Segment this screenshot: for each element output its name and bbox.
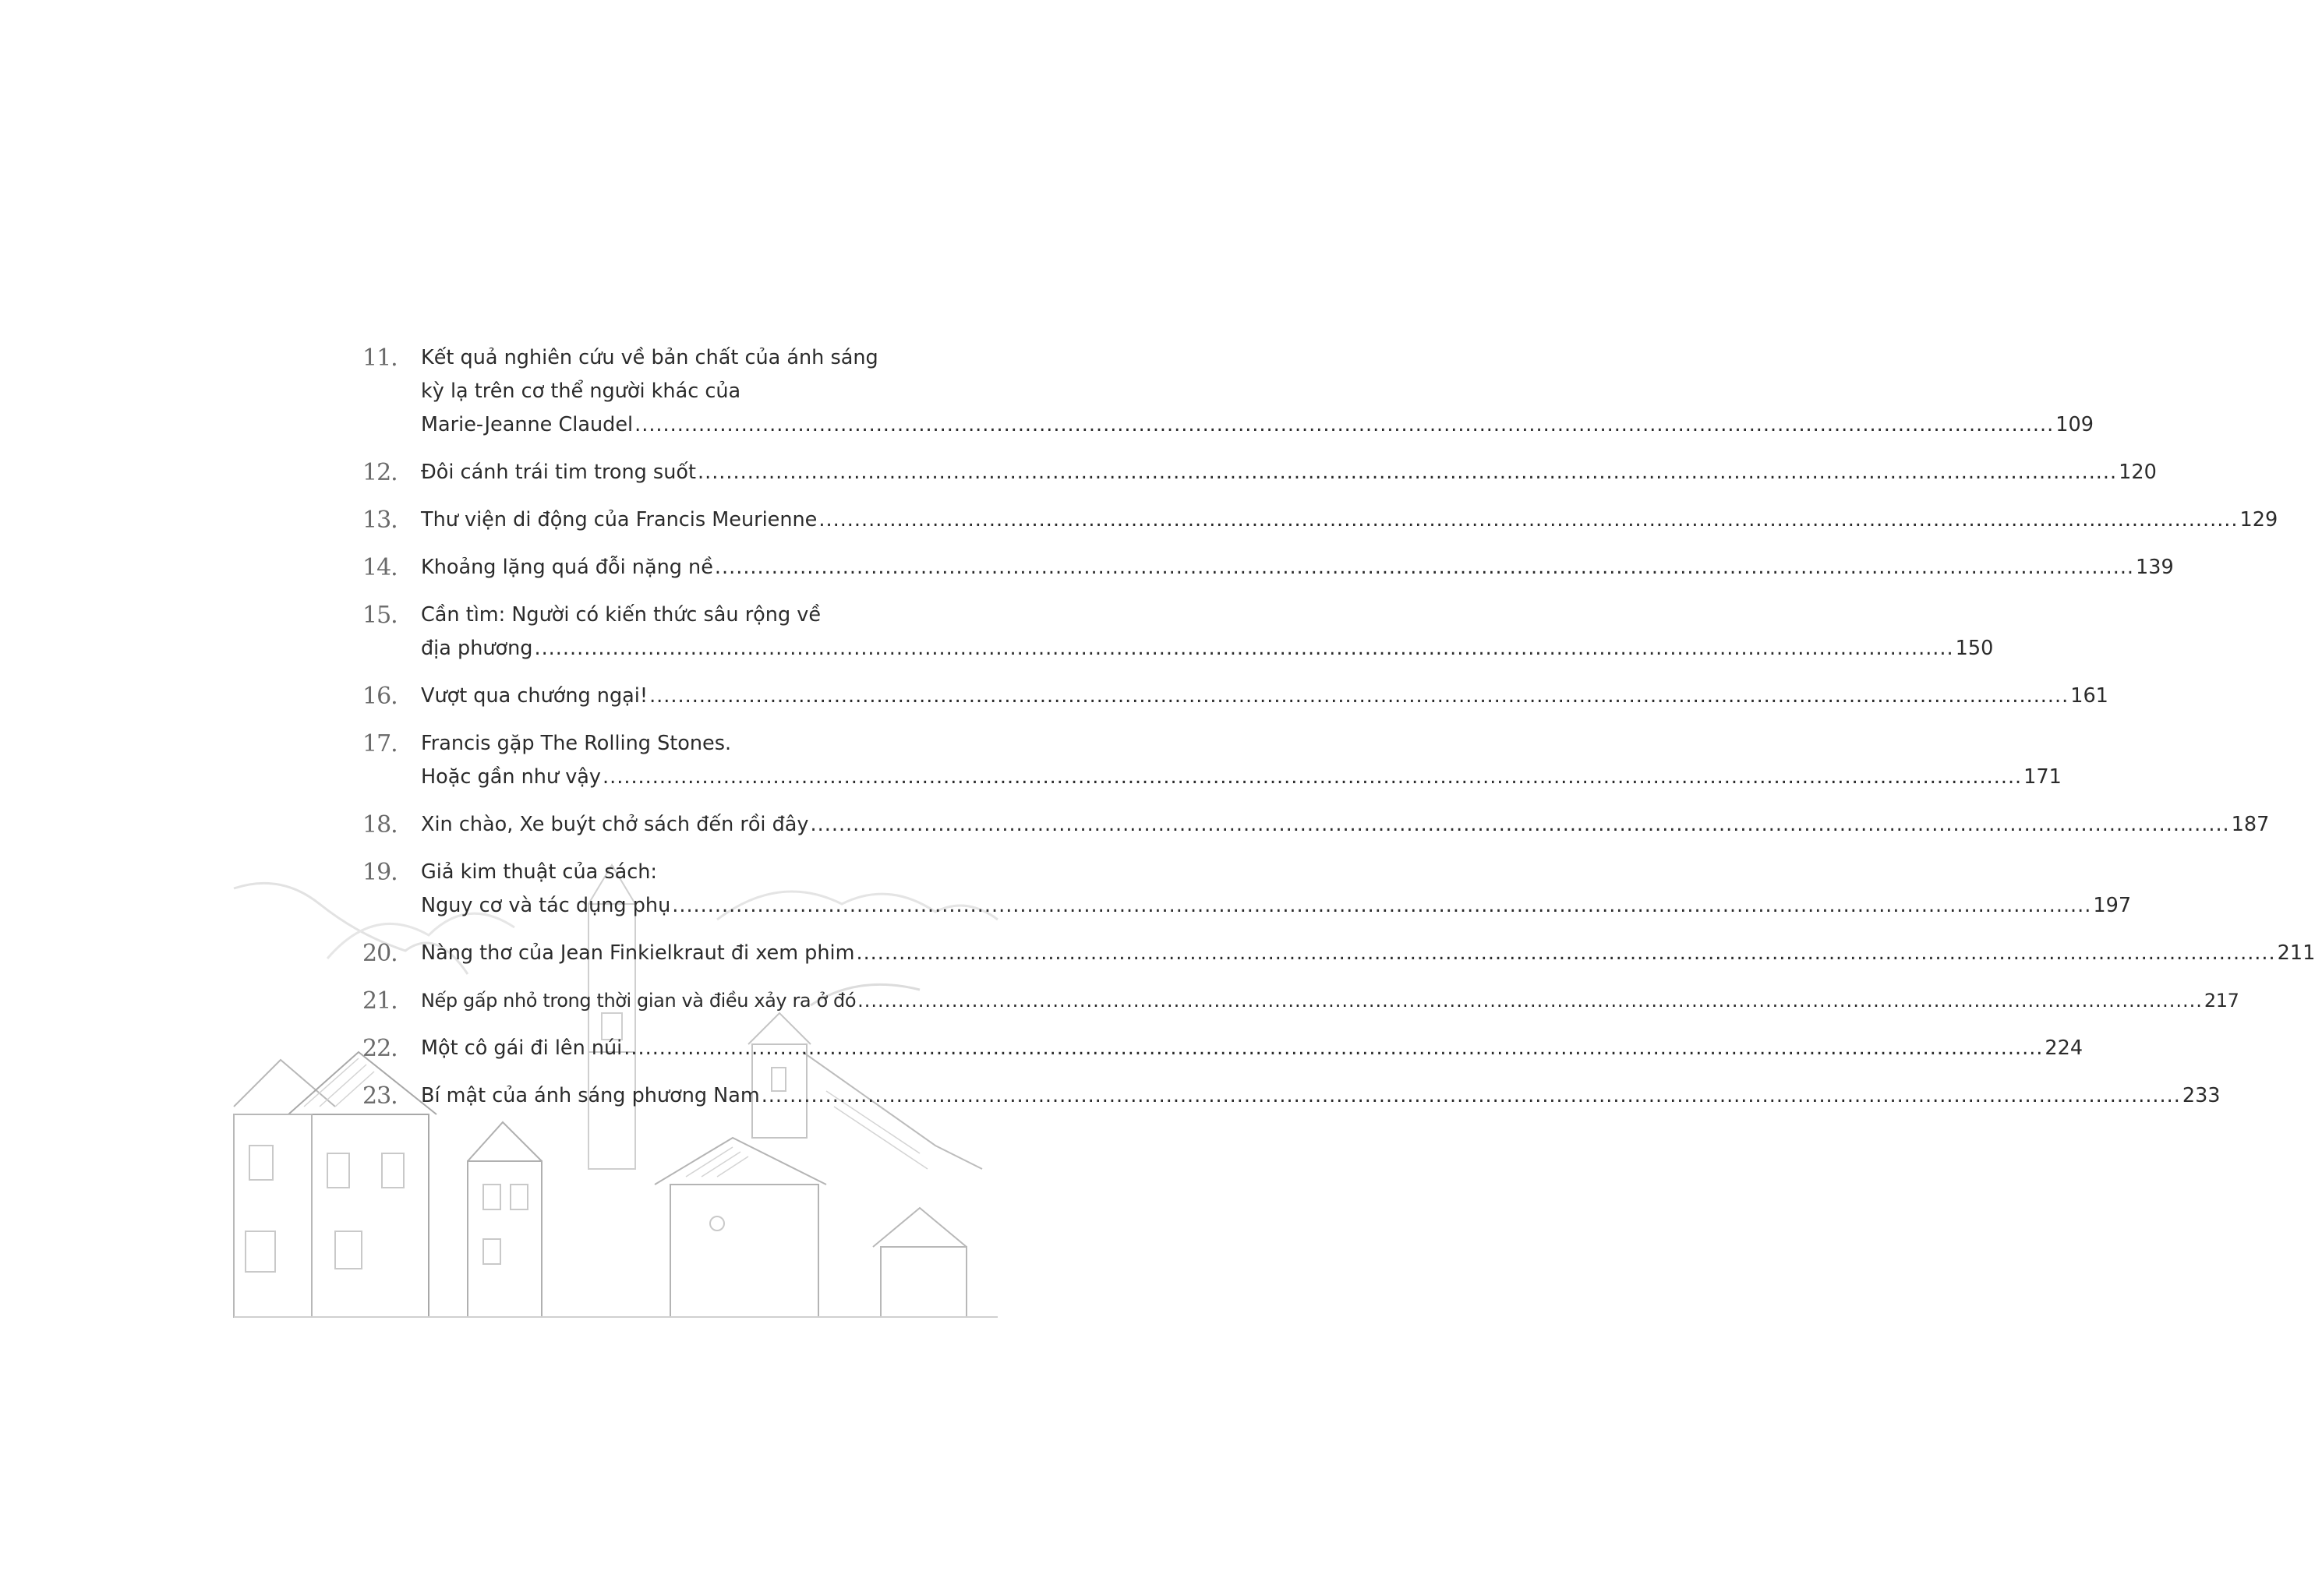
page-number: 139 [2136, 556, 2174, 579]
chapter-title-final-line [421, 1079, 2221, 1113]
chapter-title-final-line [421, 1032, 2083, 1065]
chapter-title-line: Kết quả nghiên cứu về bản chất của ánh sáng [421, 346, 878, 369]
toc-entry [362, 856, 2132, 923]
chapter-title-final-line [421, 503, 2278, 537]
toc-entry [362, 937, 2315, 970]
table-of-contents [362, 341, 2315, 1127]
toc-entry [362, 503, 2278, 537]
dot-leader: ........................................................................................................................................................................................................ [534, 637, 1954, 660]
toc-entry [362, 808, 2270, 842]
chapter-title-final-line [421, 632, 1993, 666]
toc-entry [362, 456, 2157, 489]
chapter-title [421, 727, 2062, 794]
chapter-title-final-line [421, 761, 2062, 794]
toc-entry [362, 1079, 2221, 1113]
chapter-title-text: Vượt qua chướng ngại! [421, 684, 649, 708]
chapter-title-final-line [421, 889, 2131, 923]
chapter-title [421, 680, 2108, 713]
chapter-number: 12. [362, 459, 398, 486]
chapter-number: 11. [362, 344, 398, 372]
page-number: 129 [2239, 508, 2278, 531]
chapter-title [421, 456, 2157, 489]
chapter-number: 23. [362, 1082, 398, 1110]
page-number: 171 [2023, 765, 2062, 789]
chapter-title [421, 808, 2269, 842]
chapter-title-text: Thư viện di động của Francis Meurienne [421, 508, 818, 531]
chapter-number: 20. [362, 940, 398, 967]
chapter-number: 19. [362, 859, 398, 886]
chapter-title-line: Francis gặp The Rolling Stones. [421, 732, 732, 755]
page-number: 224 [2045, 1036, 2084, 1060]
dot-leader: ........................................................................................................................................................................................................ [649, 684, 2069, 708]
page-number: 211 [2277, 941, 2315, 965]
chapter-title [421, 1079, 2221, 1113]
chapter-title [421, 856, 2131, 923]
chapter-title-text: địa phương [421, 637, 533, 660]
chapter-title-line: kỳ lạ trên cơ thể người khác của [421, 380, 741, 403]
dot-leader: ........................................................................................................................................................................................................ [672, 894, 2092, 917]
chapter-title-text: Nàng thơ của Jean Finkielkraut đi xem phim [421, 941, 855, 965]
dot-leader: ........................................................................................................................................................................................................ [761, 1084, 2181, 1107]
chapter-title [421, 341, 2094, 442]
chapter-title-final-line [421, 551, 2174, 584]
chapter-title-line: Cần tìm: Người có kiến thức sâu rộng về [421, 603, 822, 627]
chapter-title-final-line [421, 808, 2269, 842]
chapter-number: 15. [362, 602, 398, 629]
page-number: 217 [2204, 990, 2239, 1012]
dot-leader: ........................................................................................................................................................................................................ [810, 813, 2230, 836]
chapter-title-final-line [421, 408, 2094, 442]
chapter-title [421, 984, 2239, 1018]
dot-leader: ........................................................................................................................................................................................................ [697, 461, 2118, 484]
chapter-number: 17. [362, 730, 398, 757]
chapter-title-final-line [421, 680, 2108, 713]
page-number: 120 [2119, 461, 2157, 484]
chapter-title [421, 937, 2315, 970]
dot-leader: ........................................................................................................................................................................................................ [856, 941, 2276, 965]
toc-entry [362, 551, 2174, 584]
page-number: 187 [2231, 813, 2270, 836]
dot-leader: ........................................................................................................................................................................................................ [818, 508, 2239, 531]
chapter-title [421, 1032, 2083, 1065]
page-number: 161 [2070, 684, 2108, 708]
chapter-title [421, 598, 1993, 666]
chapter-number: 21. [362, 987, 398, 1015]
chapter-title-text: Nếp gấp nhỏ trong thời gian và điều xảy ra ở đó [421, 990, 857, 1012]
chapter-title-text: Nguy cơ và tác dụng phụ [421, 894, 671, 917]
chapter-title-final-line [421, 456, 2157, 489]
dot-leader: ........................................................................................................................................................................................................ [634, 413, 2055, 436]
chapter-title-line: Giả kim thuật của sách: [421, 860, 658, 884]
toc-entry [362, 598, 1994, 666]
chapter-title [421, 503, 2278, 537]
chapter-number: 13. [362, 507, 398, 534]
dot-leader: ........................................................................................................................................................................................................ [857, 990, 2203, 1012]
chapter-title-text: Xin chào, Xe buýt chở sách đến rồi đây [421, 813, 809, 836]
page-number: 233 [2182, 1084, 2221, 1107]
chapter-title [421, 551, 2174, 584]
chapter-title-text: Đôi cánh trái tim trong suốt [421, 461, 696, 484]
toc-entry [362, 984, 2239, 1018]
chapter-number: 18. [362, 811, 398, 839]
page-number: 109 [2055, 413, 2094, 436]
chapter-title-text: Hoặc gần như vậy [421, 765, 602, 789]
dot-leader: ........................................................................................................................................................................................................ [714, 556, 2135, 579]
chapter-number: 14. [362, 554, 398, 581]
page-number: 197 [2093, 894, 2132, 917]
chapter-title-text: Khoảng lặng quá đỗi nặng nề [421, 556, 713, 579]
dot-leader: ........................................................................................................................................................................................................ [603, 765, 2023, 789]
toc-entry [362, 341, 2094, 442]
chapter-number: 22. [362, 1035, 398, 1062]
chapter-number: 16. [362, 683, 398, 710]
chapter-title-text: Một cô gái đi lên núi [421, 1036, 623, 1060]
dot-leader: ........................................................................................................................................................................................................ [624, 1036, 2044, 1060]
toc-entry [362, 1032, 2084, 1065]
chapter-title-text: Marie-Jeanne Claudel [421, 413, 634, 436]
page-number: 150 [1955, 637, 1994, 660]
toc-entry [362, 727, 2062, 794]
chapter-title-final-line [421, 984, 2239, 1018]
toc-entry [362, 680, 2108, 713]
chapter-title-final-line [421, 937, 2315, 970]
chapter-title-text: Bí mật của ánh sáng phương Nam [421, 1084, 760, 1107]
